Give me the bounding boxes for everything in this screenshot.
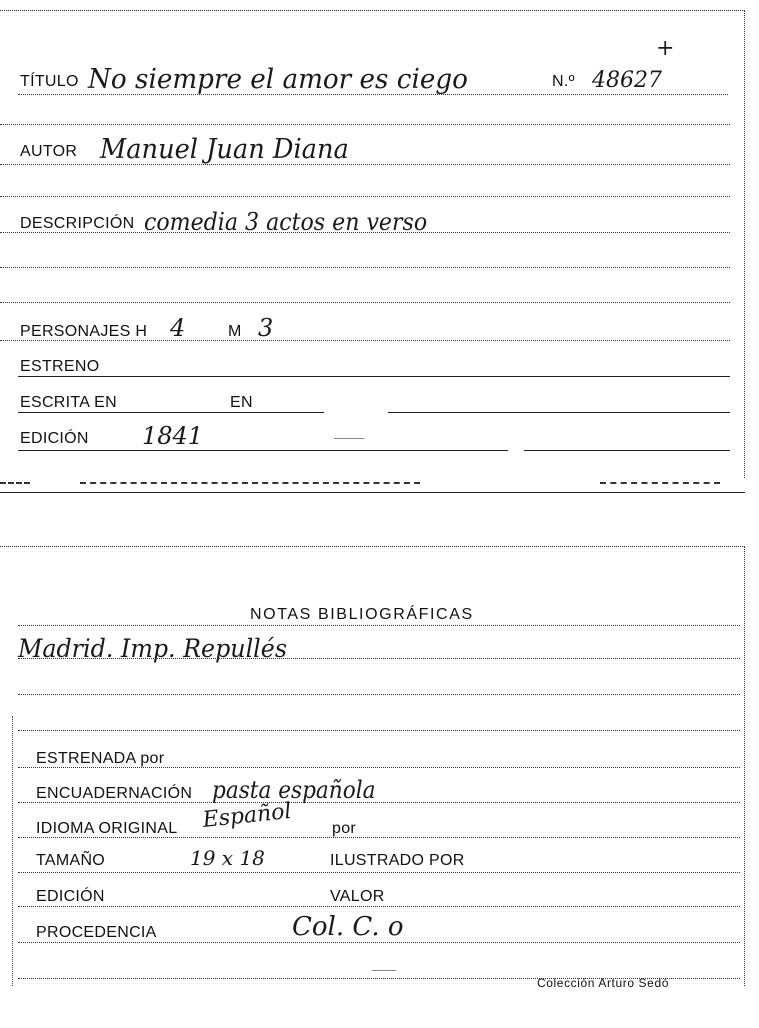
- number-value: 48627: [592, 68, 662, 93]
- ruled-line: [0, 124, 730, 125]
- author-label: AUTOR: [20, 143, 78, 160]
- edition-value: 1841: [142, 422, 204, 450]
- provenance-line: [18, 942, 740, 943]
- title-label: TÍTULO: [20, 73, 79, 90]
- binding-line: [18, 802, 740, 803]
- premiere-line: [18, 376, 730, 377]
- edition-label: EDICIÓN: [20, 430, 89, 447]
- ruled-line: [18, 625, 740, 626]
- card-right-edge: [744, 10, 745, 478]
- smudge-mark: [372, 970, 396, 971]
- characters-m-label: M: [228, 323, 242, 340]
- size-line: [18, 872, 740, 873]
- description-value: comedia 3 actos en verso: [144, 208, 428, 236]
- catalog-card-back: [0, 546, 745, 986]
- written-line-b: [388, 412, 730, 413]
- value-label: VALOR: [330, 888, 385, 905]
- ruled-line: [18, 694, 740, 695]
- collection-footer: Colección Arturo Sedó: [536, 976, 669, 990]
- description-label: DESCRIPCIÓN: [20, 215, 135, 232]
- characters-h-value: 4: [170, 314, 186, 342]
- description-line: [0, 232, 730, 233]
- card-left-margin: [12, 716, 13, 986]
- edition-line-a: [18, 450, 508, 451]
- cut-mark: [80, 482, 420, 484]
- edition-line-b: [524, 450, 730, 451]
- notes-heading: NOTAS BIBLIOGRÁFICAS: [250, 606, 474, 623]
- size-value: 19 x 18: [190, 846, 265, 870]
- title-value: No siempre el amor es ciego: [88, 64, 468, 95]
- card-right-edge: [744, 546, 745, 986]
- language-value: Español: [201, 798, 293, 833]
- provenance-label: PROCEDENCIA: [36, 924, 157, 941]
- author-value: Manuel Juan Diana: [100, 134, 349, 165]
- premiered-line: [18, 767, 740, 768]
- language-por-label: por: [332, 820, 357, 837]
- ruled-line: [0, 267, 730, 268]
- characters-label: PERSONAJES H: [20, 323, 148, 340]
- edition2-line: [18, 906, 740, 907]
- smudge-mark: [334, 438, 364, 439]
- premiered-by-label: ESTRENADA por: [36, 750, 165, 767]
- plus-mark: +: [656, 36, 675, 61]
- card-top-edge: [0, 546, 745, 547]
- cut-mark: [600, 482, 720, 484]
- illustrated-label: ILUSTRADO POR: [330, 852, 465, 869]
- ruled-line: [18, 730, 740, 731]
- provenance-value: Col. C. o: [292, 912, 404, 942]
- characters-line: [0, 340, 730, 341]
- ruled-line: [0, 302, 730, 303]
- language-label: IDIOMA ORIGINAL: [36, 820, 178, 837]
- written-label: ESCRITA EN: [20, 394, 117, 411]
- author-line: [0, 164, 730, 165]
- ruled-line: [0, 196, 730, 197]
- notes-value: Madrid. Imp. Repullés: [18, 634, 288, 663]
- size-label: TAMAÑO: [36, 852, 106, 869]
- written-line-a: [18, 412, 324, 413]
- card-top-edge: [0, 10, 745, 11]
- premiere-label: ESTRENO: [20, 358, 100, 375]
- catalog-card-front: [0, 10, 745, 478]
- binding-label: ENCUADERNACIÓN: [36, 785, 193, 802]
- edition2-label: EDICIÓN: [36, 888, 105, 905]
- cut-mark: [0, 482, 30, 484]
- binding-value: pasta española: [212, 776, 376, 804]
- card-divider: [0, 492, 745, 493]
- notes-line: [18, 658, 740, 659]
- title-line: [18, 94, 728, 95]
- language-line: [18, 837, 740, 838]
- number-label: N.º: [552, 73, 575, 90]
- characters-m-value: 3: [258, 314, 274, 342]
- written-en-label: EN: [230, 394, 253, 411]
